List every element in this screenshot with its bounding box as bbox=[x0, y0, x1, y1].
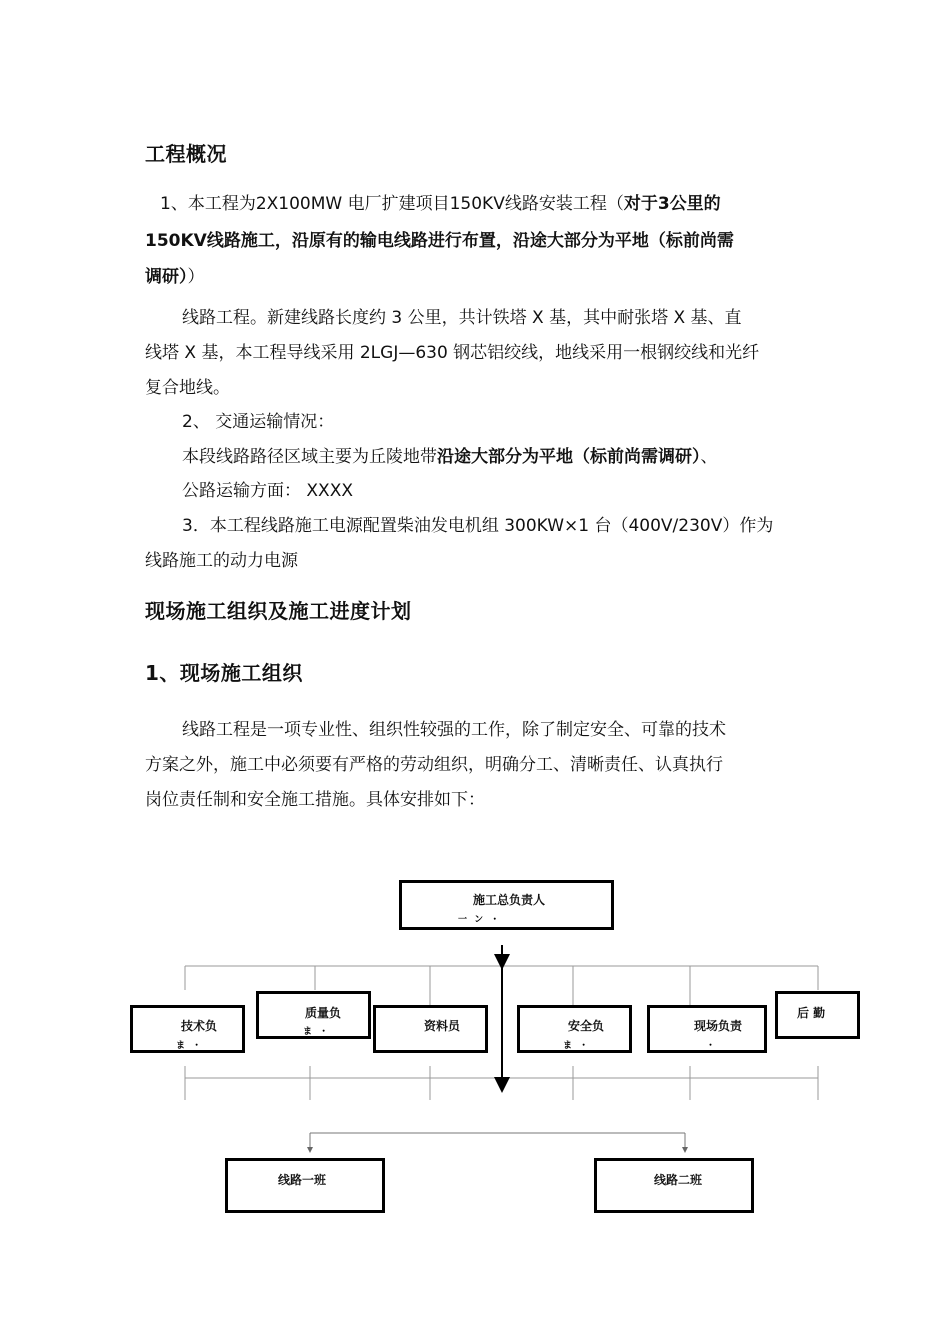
item3-line1: 3．本工程线路施工电源配置柴油发电机组 300KW×1 台（400V/230V）作为 bbox=[182, 516, 774, 536]
heading-site-org: 1、现场施工组织 bbox=[145, 661, 303, 685]
item3-line2: 线路施工的动力电源 bbox=[145, 551, 298, 571]
heading-org-plan: 现场施工组织及施工进度计划 bbox=[145, 599, 412, 623]
para2-line2: 线塔 X 基，本工程导线采用 2LGJ—630 钢芯铝绞线，地线采用一根钢绞线和光纤 bbox=[145, 343, 760, 363]
para-org-line2: 方案之外，施工中必须要有严格的劳动组织，明确分工、清晰责任、认真执行 bbox=[145, 755, 723, 775]
item2-region-bold: 沿途大部分为平地（标前尚需调研） bbox=[437, 447, 701, 467]
para1-line2: 150KV线路施工，沿原有的输电线路进行布置，沿途大部分为平地（标前尚需 bbox=[145, 231, 734, 251]
org-label-chief: 施工总负责人 bbox=[473, 893, 546, 907]
para-org-line3: 岗位责任制和安全施工措施。具体安排如下： bbox=[145, 790, 485, 810]
org-fragment-chief: 一 ン ・ bbox=[458, 915, 502, 925]
org-fragment-site: ・ bbox=[706, 1041, 718, 1051]
org-label-tech: 技术负 bbox=[181, 1019, 218, 1033]
para1-line3-bold: 调研） bbox=[145, 267, 188, 287]
heading-project-overview: 工程概况 bbox=[145, 142, 227, 166]
org-label-site: 现场负责 bbox=[694, 1019, 743, 1033]
para-org-line1: 线路工程是一项专业性、组织性较强的工作，除了制定安全、可靠的技术 bbox=[182, 720, 726, 740]
org-label-quality: 质量负 bbox=[305, 1006, 342, 1020]
org-fragment-tech: ま ・ bbox=[176, 1041, 204, 1051]
org-label-team2: 线路二班 bbox=[654, 1173, 703, 1187]
item2-road: 公路运输方面： XXXX bbox=[182, 481, 353, 501]
org-label-safety: 安全负 bbox=[568, 1019, 605, 1033]
item2-region-tail: 、 bbox=[700, 447, 718, 467]
item2-title: 2、 交通运输情况： bbox=[182, 412, 335, 432]
org-label-materials: 资料员 bbox=[424, 1019, 461, 1033]
item2-region-plain: 本段线路路径区域主要为丘陵地带 bbox=[182, 447, 437, 467]
para1-line1-bold: 对于3公里的 bbox=[623, 194, 721, 214]
team-connector bbox=[310, 1133, 685, 1150]
para1-line3-plain: ） bbox=[187, 267, 205, 287]
org-label-logistics: 后 勤 bbox=[797, 1006, 826, 1020]
org-fragment-quality: ま ・ bbox=[303, 1027, 331, 1037]
para2-line1: 线路工程。新建线路长度约 3 公里，共计铁塔 X 基，其中耐张塔 X 基、直 bbox=[182, 308, 742, 328]
para2-line3: 复合地线。 bbox=[145, 378, 230, 398]
org-fragment-safety: ま ・ bbox=[563, 1041, 591, 1051]
org-label-team1: 线路一班 bbox=[278, 1173, 327, 1187]
para1-line1-plain: 1、本工程为2X100MW 电厂扩建项目150KV线路安装工程（ bbox=[160, 194, 624, 214]
